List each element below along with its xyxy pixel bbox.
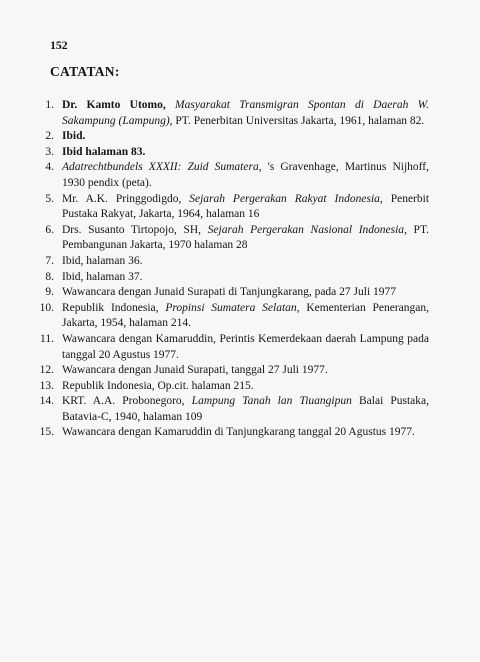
endnote-item	[36, 129, 429, 145]
endnote-item	[36, 270, 429, 286]
endnote-text-segment: KRT. A.A. Probonegoro,	[62, 395, 192, 408]
endnote-item	[36, 223, 429, 254]
endnote-text-segment: Ibid halaman 83.	[62, 145, 146, 158]
endnote-number: 13.	[39, 379, 54, 392]
endnote-text	[62, 145, 429, 161]
page-number: 152	[50, 38, 68, 52]
endnote-text-segment: Masyarakat Transmigran Spontan di Daerah W. Sakampung (Lampung)	[62, 99, 430, 127]
endnote-number: 7.	[45, 254, 54, 267]
endnote-item	[36, 160, 429, 191]
endnote-text	[62, 363, 429, 379]
endnote-item	[36, 301, 429, 332]
endnote-item	[36, 98, 429, 129]
endnote-item	[36, 425, 429, 441]
endnote-text	[62, 160, 429, 191]
endnote-text-segment: Adatrechtbundels XXXII: Zuid Sumatera	[62, 161, 259, 174]
endnote-text-segment: Republik Indonesia,	[62, 301, 166, 314]
endnote-text-segment: Wawancara dengan Kamaruddin, Perintis Kemerdekaan daerah Lampung pada tanggal 20 Agustus 1977.	[62, 332, 429, 361]
endnote-item	[36, 254, 429, 270]
endnote-text	[62, 192, 429, 223]
endnotes-list	[36, 98, 429, 441]
endnote-number: 3.	[45, 145, 54, 158]
endnote-number: 1.	[45, 99, 54, 111]
endnote-number: 12.	[39, 364, 54, 377]
endnote-text	[62, 129, 429, 145]
endnote-text	[62, 425, 429, 441]
endnote-text-segment: Republik Indonesia, Op.cit. halaman 215.	[62, 379, 254, 392]
endnote-number: 5.	[45, 192, 54, 205]
notes-heading: CATATAN:	[50, 64, 120, 79]
endnote-number: 14.	[39, 395, 54, 408]
endnote-text-segment: , PT. Penerbitan Universitas Jakarta, 1961, halaman 82.	[169, 114, 425, 127]
endnote-text	[62, 394, 429, 425]
endnote-item	[36, 192, 429, 223]
endnote-text-segment: Mr. A.K. Pringgodigdo,	[62, 192, 190, 205]
endnote-number: 6.	[45, 223, 54, 236]
endnote-text-segment: Balai Pustaka, Batavia-C, 1940, halaman 109	[62, 395, 430, 423]
endnote-number: 2.	[45, 130, 54, 143]
endnote-text-segment: , 's Gravenhage, Martinus Nijhoff, 1930 pendix (peta).	[62, 161, 429, 189]
endnote-text-segment: Ibid, halaman 37.	[62, 270, 143, 283]
endnote-text	[62, 332, 429, 363]
endnote-number: 4.	[45, 161, 54, 174]
endnote-text	[62, 285, 429, 301]
endnote-text-segment: Sejarah Pergerakan Rakyat Indonesia	[189, 192, 380, 205]
endnote-text-segment: , Penerbit Pustaka Rakyat, Jakarta, 1964, halaman 16	[62, 192, 430, 221]
endnote-text-segment: , PT. Pembangunan Jakarta, 1970 halaman 28	[62, 223, 429, 252]
endnote-item	[36, 363, 429, 379]
endnote-text-segment: Sejarah Pergerakan Nasional Indonesia	[207, 223, 405, 236]
endnote-text	[62, 98, 429, 129]
endnote-item	[36, 332, 429, 363]
endnote-item	[36, 285, 429, 301]
endnote-text-segment: Drs. Susanto Tirtopojo, SH,	[62, 223, 208, 236]
endnote-number: 8.	[45, 270, 54, 283]
endnote-text	[62, 379, 429, 395]
endnote-text-segment: Ibid, halaman 36.	[62, 254, 143, 267]
endnote-text-segment: Propinsi Sumatera Selatan	[165, 301, 297, 314]
endnote-number: 10.	[39, 301, 54, 314]
endnote-item	[36, 394, 429, 425]
endnote-text-segment: Ibid.	[62, 130, 86, 143]
endnote-text	[62, 223, 429, 254]
endnote-text-segment: Lampung Tanah lan Tiuangipun	[191, 395, 352, 408]
endnote-text-segment: Wawancara dengan Junaid Surapati, tanggal 27 Juli 1977.	[62, 364, 328, 377]
endnote-text-segment: Wawancara dengan Kamaruddin di Tanjungkarang tanggal 20 Agustus 1977.	[62, 426, 415, 439]
endnote-text-segment: Dr. Kamto Utomo,	[62, 99, 176, 111]
endnote-text	[62, 270, 429, 286]
endnote-text	[62, 301, 429, 332]
endnote-number: 9.	[45, 286, 54, 299]
endnote-number: 11.	[40, 332, 54, 345]
endnote-text-segment: Wawancara dengan Junaid Surapati di Tanjungkarang, pada 27 Juli 1977	[62, 286, 397, 299]
endnote-item	[36, 145, 429, 161]
endnote-number: 15.	[39, 426, 54, 439]
endnote-text-segment: , Kementerian Penerangan, Jakarta, 1954, halaman 214.	[62, 301, 430, 330]
endnote-item	[36, 379, 429, 395]
endnote-text	[62, 254, 429, 270]
